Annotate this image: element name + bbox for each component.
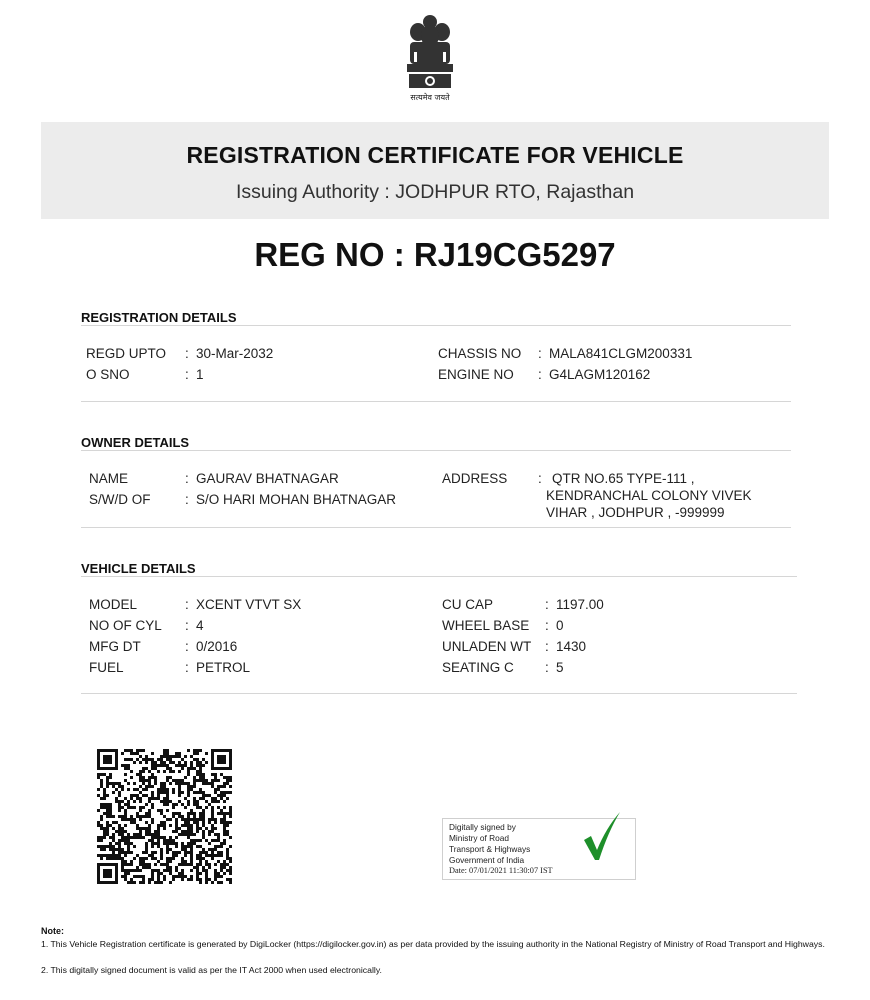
- vehicle-details-heading: VEHICLE DETAILS: [81, 561, 196, 576]
- name-value: GAURAV BHATNAGAR: [196, 471, 339, 486]
- swd-value: S/O HARI MOHAN BHATNAGAR: [196, 492, 397, 507]
- address-line-2: KENDRANCHAL COLONY VIVEK: [546, 488, 752, 503]
- wheelbase-label: WHEEL BASE: [442, 618, 530, 633]
- section-divider: [81, 450, 791, 451]
- qr-code: [97, 749, 232, 884]
- seating-label: SEATING C: [442, 660, 514, 675]
- issuing-authority: Issuing Authority : JODHPUR RTO, Rajasthan: [235, 181, 635, 203]
- mfg-value: 0/2016: [196, 639, 238, 654]
- cucap-label: CU CAP: [442, 597, 494, 612]
- signature-line: Ministry of Road: [449, 833, 509, 843]
- chassis-value: MALA841CLGM200331: [549, 346, 693, 361]
- section-divider: [81, 325, 791, 326]
- engine-value: G4LAGM120162: [549, 367, 651, 382]
- unladen-label: UNLADEN WT: [442, 639, 532, 654]
- cyl-label: NO OF CYL: [89, 618, 162, 633]
- section-divider: [81, 693, 797, 694]
- chassis-label: CHASSIS NO: [438, 346, 522, 361]
- name-label: NAME: [89, 471, 129, 486]
- wheelbase-value: 0: [556, 618, 564, 633]
- regd-upto-label: REGD UPTO: [86, 346, 167, 361]
- mfg-label: MFG DT: [89, 639, 141, 654]
- emblem-motto: सत्यमेव जयते: [410, 93, 450, 102]
- fuel-value: PETROL: [196, 660, 251, 675]
- swd-label: S/W/D OF: [89, 492, 151, 507]
- document-title: REGISTRATION CERTIFICATE FOR VEHICLE: [186, 142, 684, 168]
- regd-upto-value: 30-Mar-2032: [196, 346, 274, 361]
- signature-line: Government of India: [449, 855, 525, 865]
- section-divider: [81, 401, 791, 402]
- seating-value: 5: [556, 660, 564, 675]
- address-label: ADDRESS: [442, 471, 508, 486]
- check-mark-icon: [582, 810, 622, 862]
- cyl-value: 4: [196, 618, 204, 633]
- signature-line: Digitally signed by: [449, 822, 516, 832]
- header-banner: [41, 122, 829, 219]
- engine-label: ENGINE NO: [438, 367, 514, 382]
- section-divider: [81, 527, 791, 528]
- fuel-label: FUEL: [89, 660, 124, 675]
- osno-label: O SNO: [86, 367, 130, 382]
- signature-date: Date: 07/01/2021 11:30:07 IST: [449, 866, 553, 875]
- note-2: 2. This digitally signed document is valid as per the IT Act 2000 when used electronically.: [41, 965, 382, 975]
- model-value: XCENT VTVT SX: [196, 597, 302, 612]
- address-line-3: VIHAR , JODHPUR , -999999: [546, 505, 725, 520]
- note-1: 1. This Vehicle Registration certificate is generated by DigiLocker (https://digilocker.gov.in) as per data provided by the issuing authority in the National Registry of Ministry of Road Transport and Highways.: [41, 939, 825, 949]
- registration-number: REG NO : RJ19CG5297: [254, 236, 616, 273]
- unladen-value: 1430: [556, 639, 587, 654]
- section-divider: [81, 576, 797, 577]
- notes-heading: Note:: [41, 926, 64, 936]
- model-label: MODEL: [89, 597, 138, 612]
- cucap-value: 1197.00: [556, 597, 604, 612]
- owner-details-heading: OWNER DETAILS: [81, 435, 190, 450]
- signature-line: Transport & Highways: [449, 844, 531, 854]
- address-line-1: QTR NO.65 TYPE-111 ,: [552, 471, 695, 486]
- osno-value: 1: [196, 367, 204, 382]
- registration-details-heading: REGISTRATION DETAILS: [81, 310, 237, 325]
